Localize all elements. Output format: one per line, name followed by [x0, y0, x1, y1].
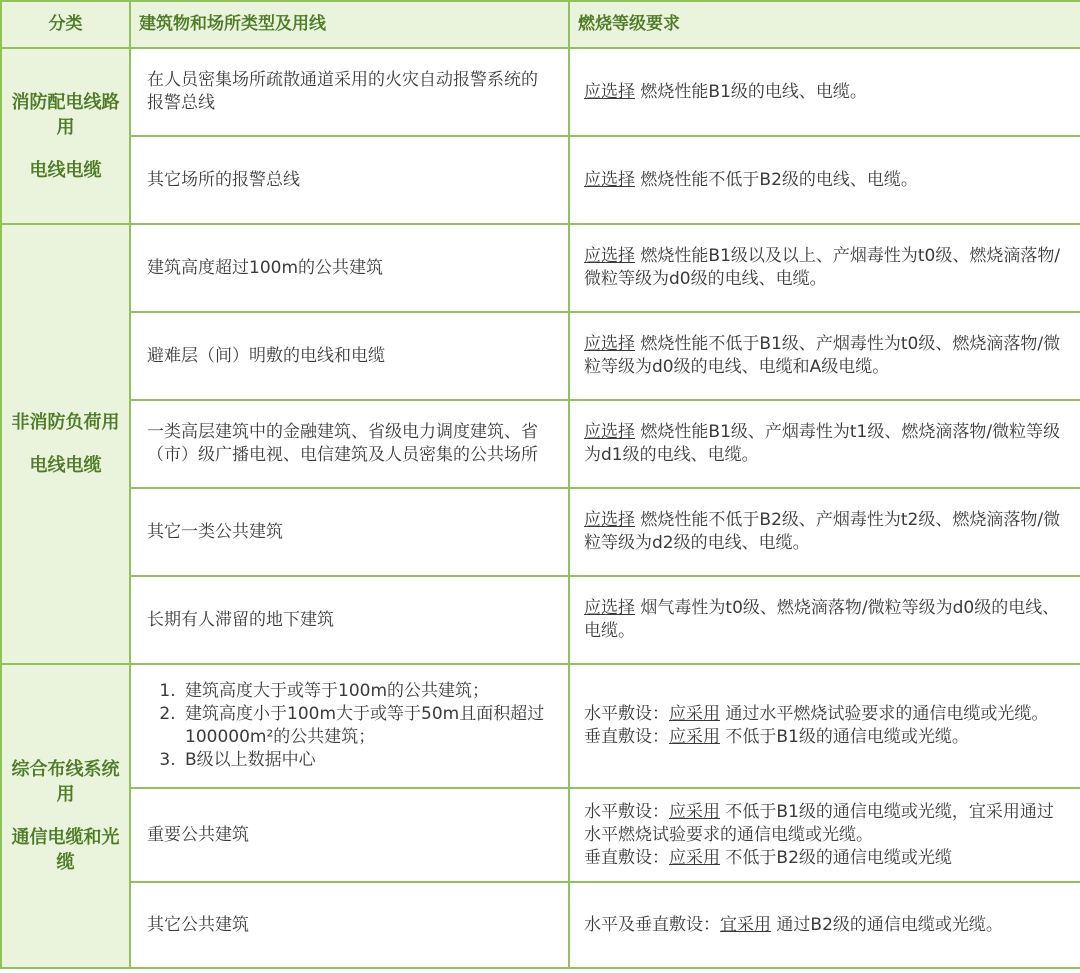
requirement-keyword: 应选择 — [584, 169, 635, 190]
requirement-cell — [569, 664, 1080, 788]
table-row — [1, 312, 1080, 400]
laying-prefix: 水平及垂直敷设： — [584, 914, 720, 935]
requirement-keyword: 应选择 — [584, 422, 635, 442]
building-cell — [130, 664, 569, 788]
requirement-text: 通过水平燃烧试验要求的通信电缆或光缆。 — [720, 704, 1049, 724]
requirement-text: 燃烧性能不低于B1级、产烟毒性为t0级、燃烧滴落物/微粒等级为d0级的电线、电缆和A级电缆。 — [584, 334, 1061, 377]
requirement-keyword: 应采用 — [669, 847, 720, 868]
requirement-keyword: 应选择 — [584, 510, 635, 530]
requirement-keyword: 宜采用 — [720, 914, 771, 935]
requirement-cell — [569, 788, 1080, 882]
requirement-text: 燃烧性能B1级、产烟毒性为t1级、燃烧滴落物/微粒等级为d1级的电线、电缆。 — [584, 422, 1061, 465]
category-cell — [1, 48, 130, 224]
table-row — [1, 882, 1080, 968]
header-building: 建筑物和场所类型及用线 — [130, 1, 569, 48]
requirement-text: 燃烧性能B1级的电线、电缆。 — [635, 81, 867, 102]
table-row — [1, 224, 1080, 312]
requirement-cell — [569, 48, 1080, 136]
category-name: 综合布线系统用 — [11, 759, 120, 805]
building-list — [147, 680, 552, 772]
requirement-text: 烟气毒性为t0级、燃烧滴落物/微粒等级为d0级的电线、电缆。 — [584, 598, 1060, 641]
requirement-cell — [569, 224, 1080, 312]
category-cell — [1, 664, 130, 968]
requirement-cell — [569, 136, 1080, 224]
horizontal-laying — [584, 801, 1066, 847]
laying-prefix: 水平敷设： — [584, 801, 669, 822]
table-row — [1, 576, 1080, 664]
category-subname: 通信电缆和光缆 — [11, 827, 120, 873]
requirement-keyword: 应选择 — [584, 81, 635, 102]
building-cell: 一类高层建筑中的金融建筑、省级电力调度建筑、省（市）级广播电视、电信建筑及人员密集的公共场所 — [130, 400, 569, 488]
laying-prefix: 水平敷设： — [584, 704, 669, 724]
requirement-text: 不低于B1级的通信电缆或光缆。 — [720, 727, 969, 747]
list-item: 1. 建筑高度大于或等于100m的公共建筑； — [181, 680, 552, 703]
requirement-cell — [569, 312, 1080, 400]
requirement-keyword: 应选择 — [584, 598, 635, 618]
building-cell: 其它公共建筑 — [130, 882, 569, 968]
laying-prefix: 垂直敷设： — [584, 727, 669, 747]
requirement-text: 燃烧性能不低于B2级的电线、电缆。 — [635, 169, 918, 190]
list-item: 3. B级以上数据中心 — [181, 749, 552, 772]
table-row — [1, 664, 1080, 788]
header-category: 分类 — [1, 1, 130, 48]
table-row — [1, 136, 1080, 224]
category-cell — [1, 224, 130, 664]
category-name: 非消防负荷用 — [11, 412, 120, 433]
requirement-keyword: 应采用 — [669, 727, 720, 747]
building-cell: 建筑高度超过100m的公共建筑 — [130, 224, 569, 312]
table-row — [1, 400, 1080, 488]
requirement-keyword: 应选择 — [584, 246, 635, 266]
table-row — [1, 48, 1080, 136]
requirement-cell — [569, 882, 1080, 968]
vertical-laying — [584, 726, 1066, 749]
header-requirement: 燃烧等级要求 — [569, 1, 1080, 48]
building-cell: 重要公共建筑 — [130, 788, 569, 882]
requirement-text: 燃烧性能不低于B2级、产烟毒性为t2级、燃烧滴落物/微粒等级为d2级的电线、电缆。 — [584, 510, 1061, 553]
requirement-cell — [569, 576, 1080, 664]
requirement-text: 燃烧性能B1级以及以上、产烟毒性为t0级、燃烧滴落物/微粒等级为d0级的电线、电缆。 — [584, 246, 1061, 289]
horizontal-laying — [584, 703, 1066, 726]
building-cell: 长期有人滞留的地下建筑 — [130, 576, 569, 664]
vertical-laying — [584, 847, 1066, 870]
requirement-cell — [569, 400, 1080, 488]
list-item: 2. 建筑高度小于100m大于或等于50m且面积超过100000m²的公共建筑； — [181, 703, 552, 749]
category-name: 消防配电线路用 — [11, 91, 120, 138]
requirement-keyword: 应采用 — [669, 704, 720, 724]
requirement-keyword: 应采用 — [669, 801, 720, 822]
table-row — [1, 488, 1080, 576]
requirement-text: 不低于B1级的通信电缆或光缆，宜采用通过水平燃烧试验要求的通信电缆或光缆。 — [584, 801, 1054, 845]
requirement-keyword: 应选择 — [584, 334, 635, 354]
table-row — [1, 788, 1080, 882]
building-cell: 在人员密集场所疏散通道采用的火灾自动报警系统的报警总线 — [130, 48, 569, 136]
requirement-text: 通过B2级的通信电缆或光缆。 — [771, 914, 1003, 935]
building-cell: 其它一类公共建筑 — [130, 488, 569, 576]
requirement-text: 不低于B2级的通信电缆或光缆 — [720, 847, 952, 868]
table-header-row — [1, 1, 1080, 48]
category-subname: 电线电缆 — [29, 455, 102, 476]
building-cell: 避难层（间）明敷的电线和电缆 — [130, 312, 569, 400]
category-subname: 电线电缆 — [29, 159, 102, 181]
building-cell: 其它场所的报警总线 — [130, 136, 569, 224]
requirement-cell — [569, 488, 1080, 576]
laying-prefix: 垂直敷设： — [584, 847, 669, 868]
